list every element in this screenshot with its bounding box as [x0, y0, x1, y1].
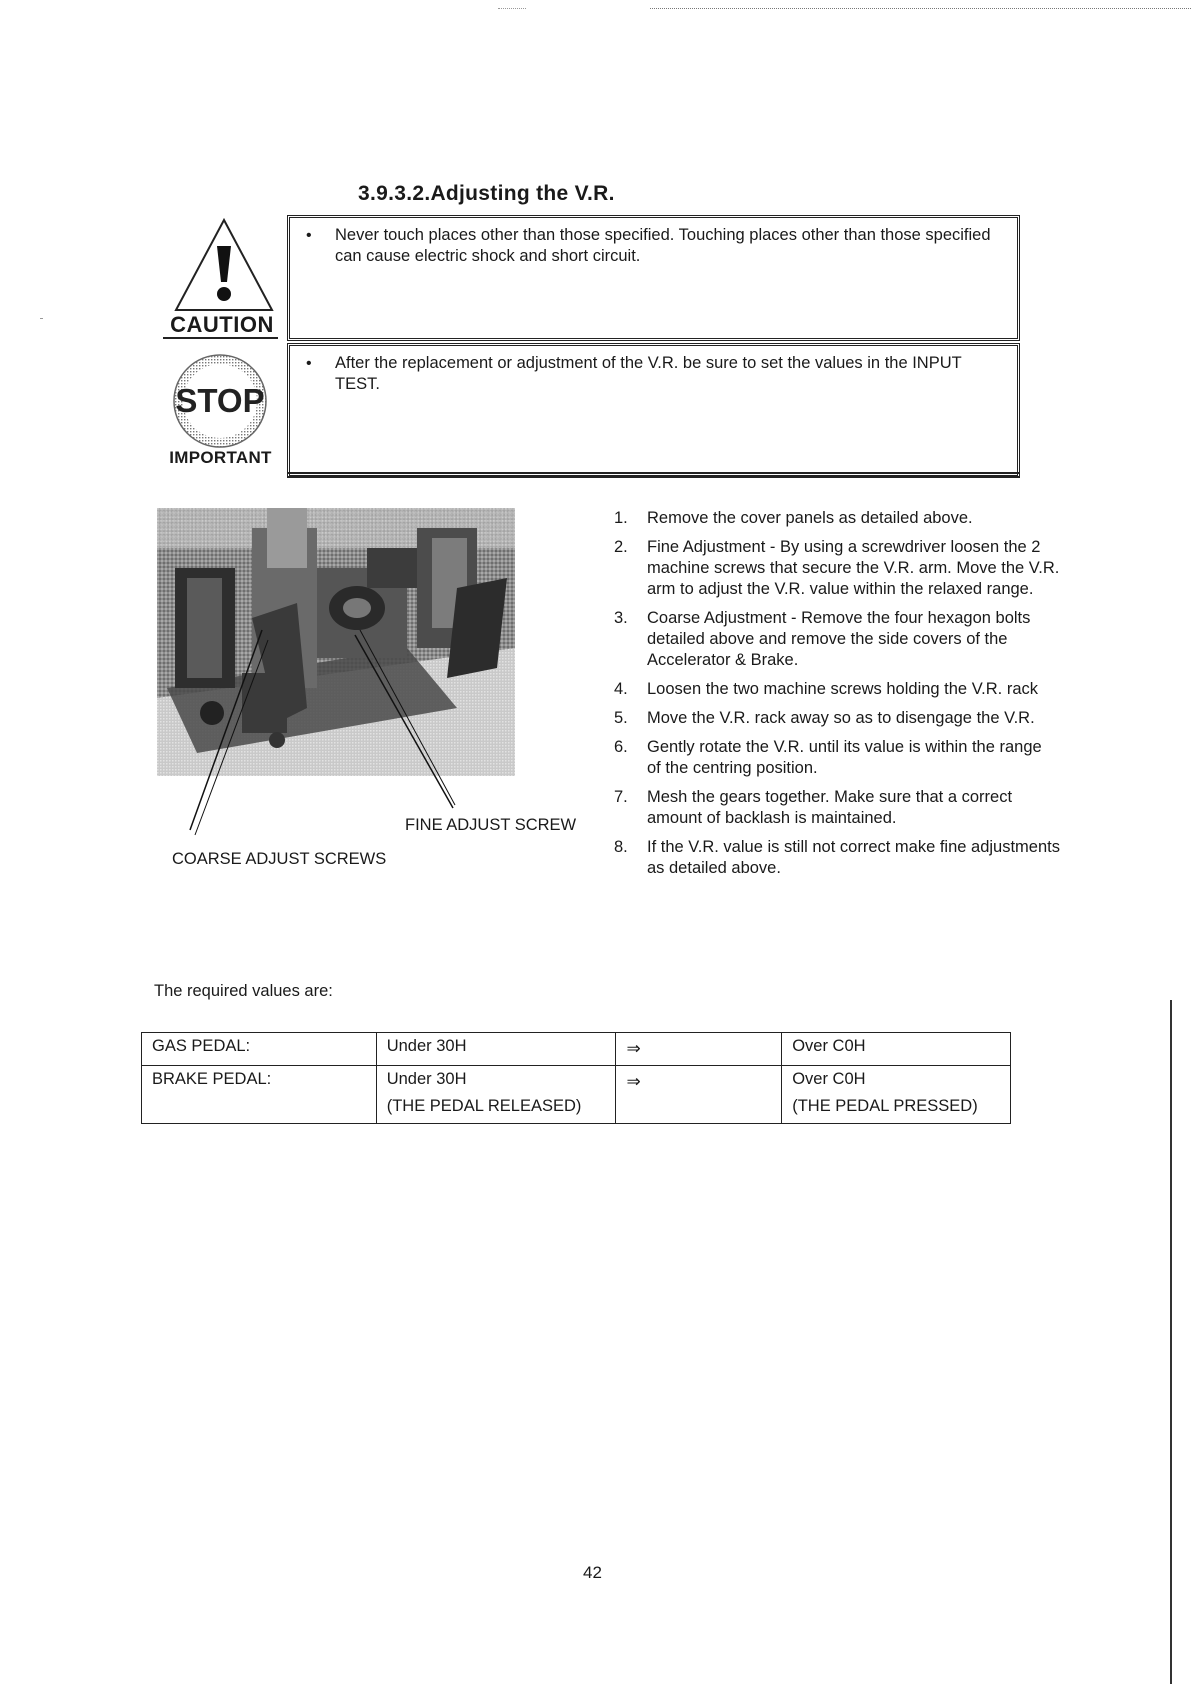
step-text: Move the V.R. rack away so as to disengage the V.R.	[647, 709, 1035, 727]
step-text: Loosen the two machine screws holding the V.R. rack	[647, 680, 1039, 698]
important-notice-box	[287, 343, 1020, 478]
step-text: Coarse Adjustment - Remove the four hexagon bolts detailed above and remove the side covers of the Accelerator & Brake.	[647, 609, 1031, 669]
list-item	[610, 708, 1060, 729]
pedal-cell: BRAKE PEDAL:	[142, 1066, 377, 1124]
from-value: Under 30H	[386, 1070, 467, 1088]
caution-label: CAUTION	[170, 312, 274, 337]
required-values-label: The required values are:	[154, 982, 333, 1000]
from-value-cell	[376, 1066, 616, 1124]
arrow-cell: ⇒	[616, 1033, 782, 1066]
list-item	[610, 537, 1060, 600]
step-number: 1.	[614, 509, 628, 527]
list-item	[610, 837, 1060, 879]
caution-triangle-icon	[172, 216, 276, 314]
from-value-cell	[376, 1033, 616, 1066]
step-number: 3.	[614, 609, 628, 627]
caution-underline	[163, 337, 278, 339]
coarse-adjust-screws-label: COARSE ADJUST SCREWS	[172, 850, 387, 868]
caution-notice-text: Never touch places other than those specified. Touching places other than those specified can cause electric shock and short circuit.	[335, 226, 991, 265]
bullet: •	[306, 227, 312, 244]
list-item	[610, 608, 1060, 671]
list-item	[610, 508, 1060, 529]
required-values-table	[141, 1032, 1011, 1124]
list-item	[610, 737, 1060, 779]
table-row	[142, 1066, 1011, 1124]
fine-adjust-screw-label: FINE ADJUST SCREW	[405, 816, 577, 834]
to-value-cell	[782, 1066, 1011, 1124]
stop-sign-icon	[166, 350, 274, 452]
caution-notice-box	[287, 215, 1020, 341]
pedal-assembly-photo	[157, 508, 515, 776]
step-number: 5.	[614, 709, 628, 727]
step-text: If the V.R. value is still not correct make fine adjustments as detailed above.	[647, 838, 1060, 877]
from-value: Under 30H	[386, 1037, 467, 1055]
step-text: Remove the cover panels as detailed above.	[647, 509, 973, 527]
step-text: Mesh the gears together. Make sure that a correct amount of backlash is maintained.	[647, 788, 1013, 827]
bullet: •	[306, 355, 312, 372]
step-text: Fine Adjustment - By using a screwdriver loosen the 2 machine screws that secure the V.R. arm. Move the V.R. arm to adjust the V.R. value within the relaxed range.	[647, 538, 1060, 598]
scan-artifact-left-dot	[40, 318, 43, 319]
section-title: 3.9.3.2.Adjusting the V.R.	[358, 182, 615, 205]
step-number: 6.	[614, 738, 628, 756]
notice-frame-bottom-rule	[287, 472, 1020, 477]
step-number: 4.	[614, 680, 628, 698]
list-item	[610, 787, 1060, 829]
table-row	[142, 1033, 1011, 1066]
to-value: Over C0H	[792, 1037, 866, 1055]
step-number: 2.	[614, 538, 628, 556]
step-text: Gently rotate the V.R. until its value is within the range of the centring position.	[647, 738, 1042, 777]
pedal-cell: GAS PEDAL:	[142, 1033, 377, 1066]
to-value: Over C0H	[792, 1070, 866, 1088]
step-number: 7.	[614, 788, 628, 806]
to-note: (THE PEDAL PRESSED)	[792, 1097, 978, 1115]
scan-artifact-top-dots	[498, 8, 526, 9]
important-label: IMPORTANT	[169, 448, 272, 467]
important-notice-text: After the replacement or adjustment of the V.R. be sure to set the values in the INPUT TEST.	[335, 354, 962, 393]
to-value-cell	[782, 1033, 1011, 1066]
arrow-cell: ⇒	[616, 1066, 782, 1124]
list-item	[610, 679, 1060, 700]
from-note: (THE PEDAL RELEASED)	[386, 1097, 582, 1115]
page-number: 42	[583, 1563, 602, 1582]
scan-artifact-top-line	[650, 8, 1191, 9]
step-number: 8.	[614, 838, 628, 856]
adjustment-steps-list	[610, 508, 1060, 887]
scan-artifact-right-edge	[1170, 1000, 1172, 1684]
stop-sign-text: STOP	[175, 382, 265, 419]
